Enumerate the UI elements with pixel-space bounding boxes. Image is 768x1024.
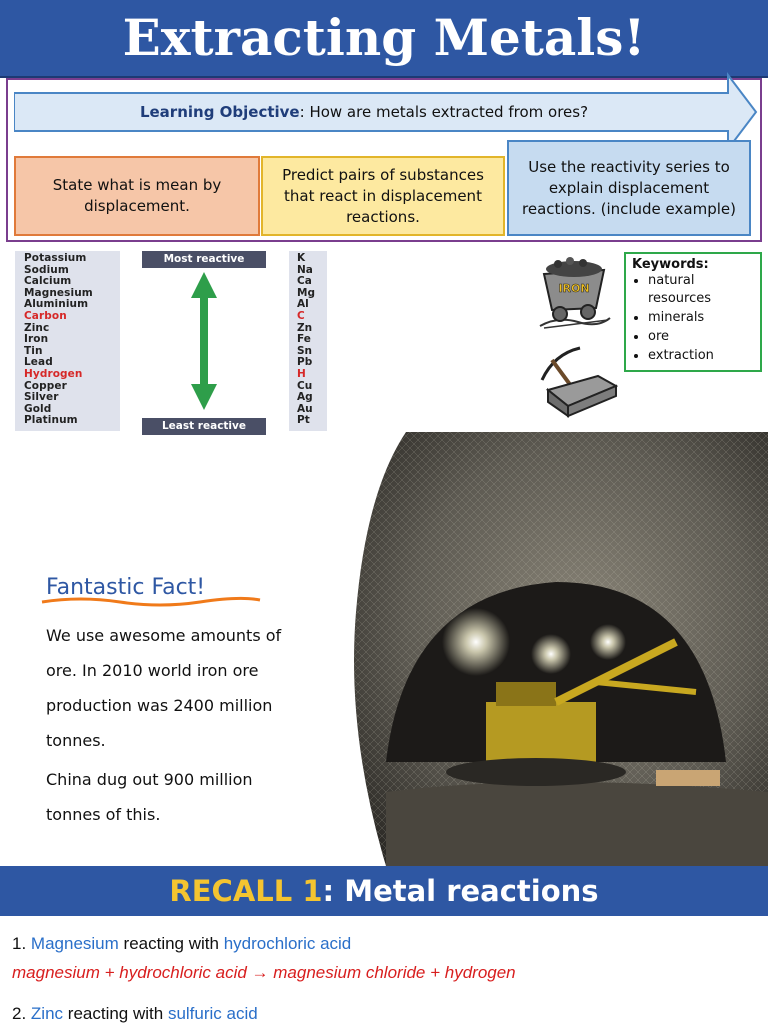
cart-label: IRON bbox=[558, 282, 590, 295]
fact-body bbox=[46, 618, 336, 832]
fact-line: We use awesome amounts of bbox=[46, 626, 282, 645]
least-reactive-label: Least reactive bbox=[142, 418, 266, 435]
recall-topic: : Metal reactions bbox=[322, 874, 599, 908]
double-arrow-icon bbox=[142, 268, 266, 414]
fact-underline-decoration bbox=[40, 595, 262, 607]
element-symbol: Al bbox=[297, 298, 309, 311]
metal-name-highlight: Carbon bbox=[24, 309, 67, 322]
objective-box-1: State what is mean by displacement. bbox=[14, 156, 260, 236]
element-symbol: Au bbox=[297, 402, 313, 415]
element-symbol-highlight: H bbox=[297, 367, 306, 380]
metal-name: Calcium bbox=[24, 275, 72, 288]
element-symbol: Pt bbox=[297, 414, 310, 427]
learning-objective-question: How are metals extracted from ores? bbox=[309, 103, 589, 121]
reaction-metal: Magnesium bbox=[30, 934, 119, 953]
metal-name: Zinc bbox=[24, 321, 50, 334]
objective-box-2: Predict pairs of substances that react in displacement reactions. bbox=[261, 156, 505, 236]
element-symbol: Mg bbox=[297, 286, 315, 299]
fact-line: ore. In 2010 world iron ore bbox=[46, 661, 259, 680]
keyword-item: • extraction bbox=[648, 346, 754, 365]
keyword-item: • ore bbox=[648, 327, 754, 346]
fact-line: tonnes. bbox=[46, 731, 106, 750]
element-symbol-highlight: C bbox=[297, 309, 305, 322]
metal-name-highlight: Hydrogen bbox=[24, 367, 83, 380]
element-symbol: K bbox=[297, 252, 306, 264]
metal-name: Aluminium bbox=[24, 298, 89, 311]
reaction-metal: Zinc bbox=[30, 1004, 64, 1023]
learning-objective-label: Learning Objective bbox=[139, 103, 300, 121]
reaction-1 bbox=[12, 934, 351, 954]
metal-name: Platinum bbox=[24, 414, 78, 427]
metal-name: Tin bbox=[24, 344, 43, 357]
recall-number: RECALL 1 bbox=[169, 874, 323, 908]
element-symbol: Pb bbox=[297, 356, 313, 369]
objective-box-3: Use the reactivity series to explain displacement reactions. (include example) bbox=[507, 140, 751, 236]
fact-line: tonnes of this. bbox=[46, 805, 161, 824]
element-symbol-list bbox=[289, 251, 327, 431]
reaction-index: 2. bbox=[12, 1004, 27, 1023]
reaction-verb: reacting with bbox=[67, 1004, 164, 1023]
keywords-panel bbox=[624, 252, 762, 372]
mine-cart-icon bbox=[538, 252, 612, 330]
reaction-acid: hydrochloric acid bbox=[223, 934, 352, 953]
metal-name: Potassium bbox=[24, 252, 87, 264]
metal-name-list bbox=[15, 251, 120, 431]
reactivity-arrow-panel bbox=[142, 251, 266, 431]
element-symbol: Ag bbox=[297, 391, 313, 404]
fact-line: production was 2400 million bbox=[46, 696, 273, 715]
reaction-verb: reacting with bbox=[123, 934, 219, 953]
recall-title bbox=[0, 866, 768, 916]
reaction-acid: sulfuric acid bbox=[167, 1004, 258, 1023]
keyword-item: • minerals bbox=[648, 308, 754, 327]
metal-name: Iron bbox=[24, 333, 49, 346]
keywords-title: Keywords: bbox=[632, 257, 709, 272]
reaction-index: 1. bbox=[12, 934, 27, 953]
mine-tunnel-photo bbox=[346, 432, 768, 866]
metal-name: Lead bbox=[24, 356, 53, 369]
metal-name: Copper bbox=[24, 379, 67, 392]
fact-line: China dug out 900 million bbox=[46, 770, 253, 789]
metal-name: Gold bbox=[24, 402, 52, 415]
most-reactive-label: Most reactive bbox=[142, 251, 266, 268]
element-symbol: Ca bbox=[297, 275, 312, 288]
element-symbol: Sn bbox=[297, 344, 313, 357]
keyword-item: • natural resources bbox=[648, 272, 754, 308]
element-symbol: Fe bbox=[297, 333, 311, 346]
metal-name: Sodium bbox=[24, 263, 69, 276]
metal-name: Magnesium bbox=[24, 286, 93, 299]
element-symbol: Zn bbox=[297, 321, 313, 334]
element-symbol: Na bbox=[297, 263, 313, 276]
element-symbol: Cu bbox=[297, 379, 313, 392]
pickaxe-ingot-icon bbox=[540, 346, 618, 418]
keywords-list bbox=[632, 272, 754, 365]
learning-objective: Learning Objective: How are metals extracted from ores? bbox=[139, 103, 589, 121]
page-title: Extracting Metals! bbox=[122, 8, 646, 67]
reaction-2 bbox=[12, 1004, 258, 1024]
fact-title: Fantastic Fact! bbox=[46, 575, 206, 600]
metal-name: Silver bbox=[24, 391, 59, 404]
reaction-1-equation: magnesium + hydrochloric acid → magnesium chloride + hydrogen bbox=[12, 963, 516, 982]
